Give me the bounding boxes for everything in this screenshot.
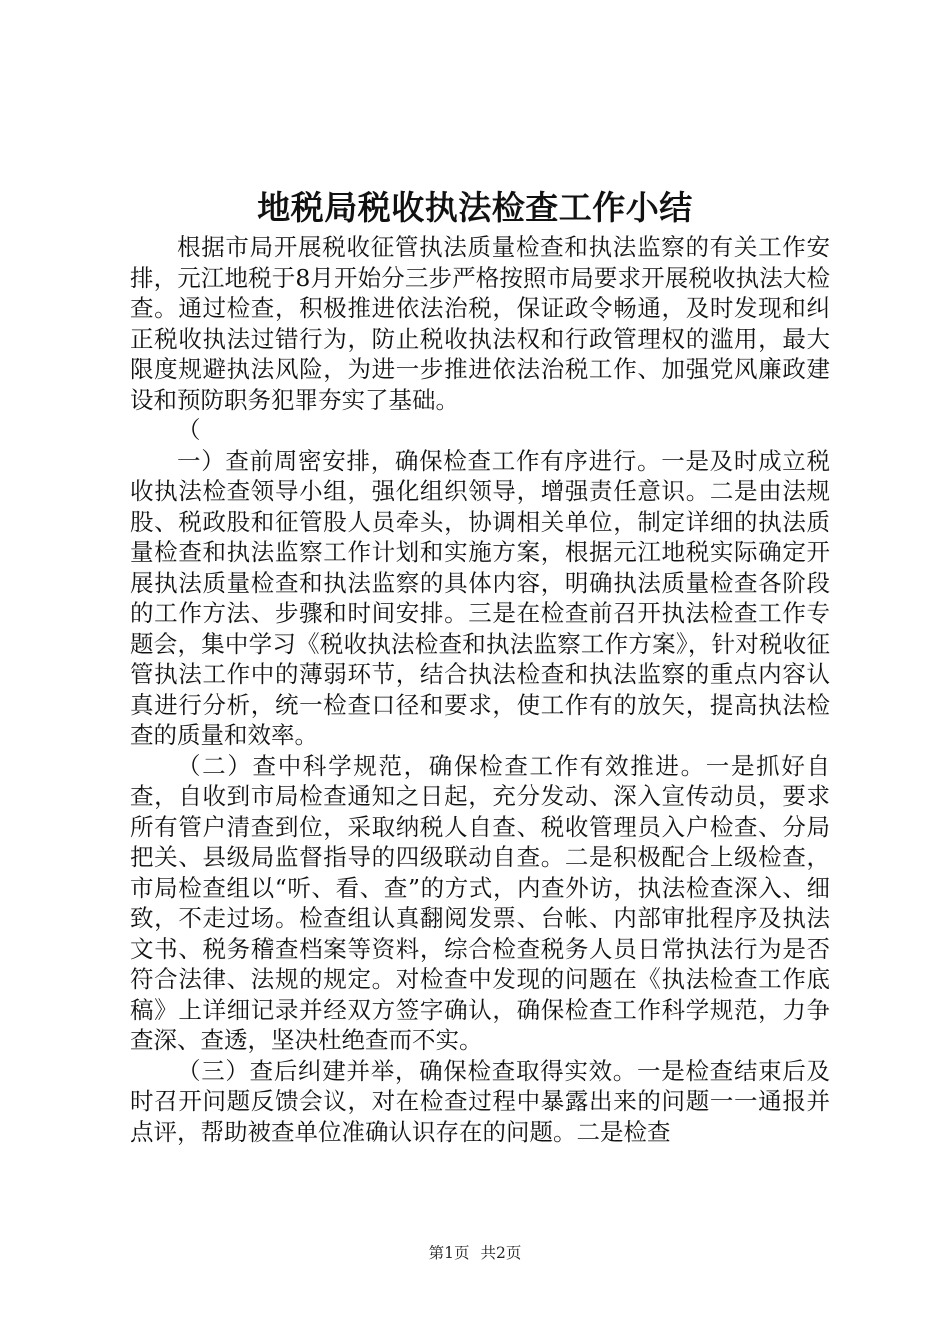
- paragraph-section-2: （二）查中科学规范，确保检查工作有效推进。一是抓好自查，自收到市局检查通知之日起，充分发动、深入宣传动员，要求所有管户清查到位，采取纳税人自查、税收管理员入户检查、分局把关、县级局监督指导的四级联动自查。二是积极配合上级检查，市局检查组以“听、看、查”的方式，内查外访，执法检查深入、细致，不走过场。检查组认真翻阅发票、台帐、内部审批程序及执法文书、税务稽查档案等资料，综合检查税务人员日常执法行为是否符合法律、法规的规定。对检查中发现的问题在《执法检查工作底稿》上详细记录并经双方签字确认，确保检查工作科学规范，力争查深、查透，坚决杜绝查而不实。: [130, 751, 830, 1054]
- paragraph-intro: 根据市局开展税收征管执法质量检查和执法监察的有关工作安排，元江地税于8月开始分三步严格按照市局要求开展税收执法大检查。通过检查，积极推进依法治税，保证政令畅通，及时发现和纠正税收执法过错行为，防止税收执法权和行政管理权的滥用，最大限度规避执法风险，为进一步推进依法治税工作、加强党风廉政建设和预防职务犯罪夯实了基础。: [130, 233, 830, 414]
- page-number: 第1页: [428, 1244, 470, 1262]
- paragraph-bracket: （: [177, 416, 201, 444]
- paragraph-section-1: 一）查前周密安排，确保检查工作有序进行。一是及时成立税收执法检查领导小组，强化组织领导，增强责任意识。二是由法规股、税政股和征管股人员牵头，协调相关单位，制定详细的执法质量检查和执法监察工作计划和实施方案，根据元江地税实际确定开展执法质量检查和执法监察的具体内容，明确执法质量检查各阶段的工作方法、步骤和时间安排。三是在检查前召开执法检查工作专题会，集中学习《税收执法检查和执法监察工作方案》，针对税收征管执法工作中的薄弱环节，结合执法检查和执法监察的重点内容认真进行分析，统一检查口径和要求，使工作有的放矢，提高执法检查的质量和效率。: [130, 446, 830, 749]
- paragraph-section-3: （三）查后纠建并举，确保检查取得实效。一是检查结束后及时召开问题反馈会议，对在检查过程中暴露出来的问题一一通报并点评，帮助被查单位准确认识存在的问题。二是检查: [130, 1056, 830, 1146]
- page-footer: [0, 1242, 950, 1264]
- page-total: 共2页: [480, 1244, 522, 1262]
- document-title: 地税局税收执法检查工作小结: [257, 188, 693, 227]
- document-body: [130, 232, 830, 1147]
